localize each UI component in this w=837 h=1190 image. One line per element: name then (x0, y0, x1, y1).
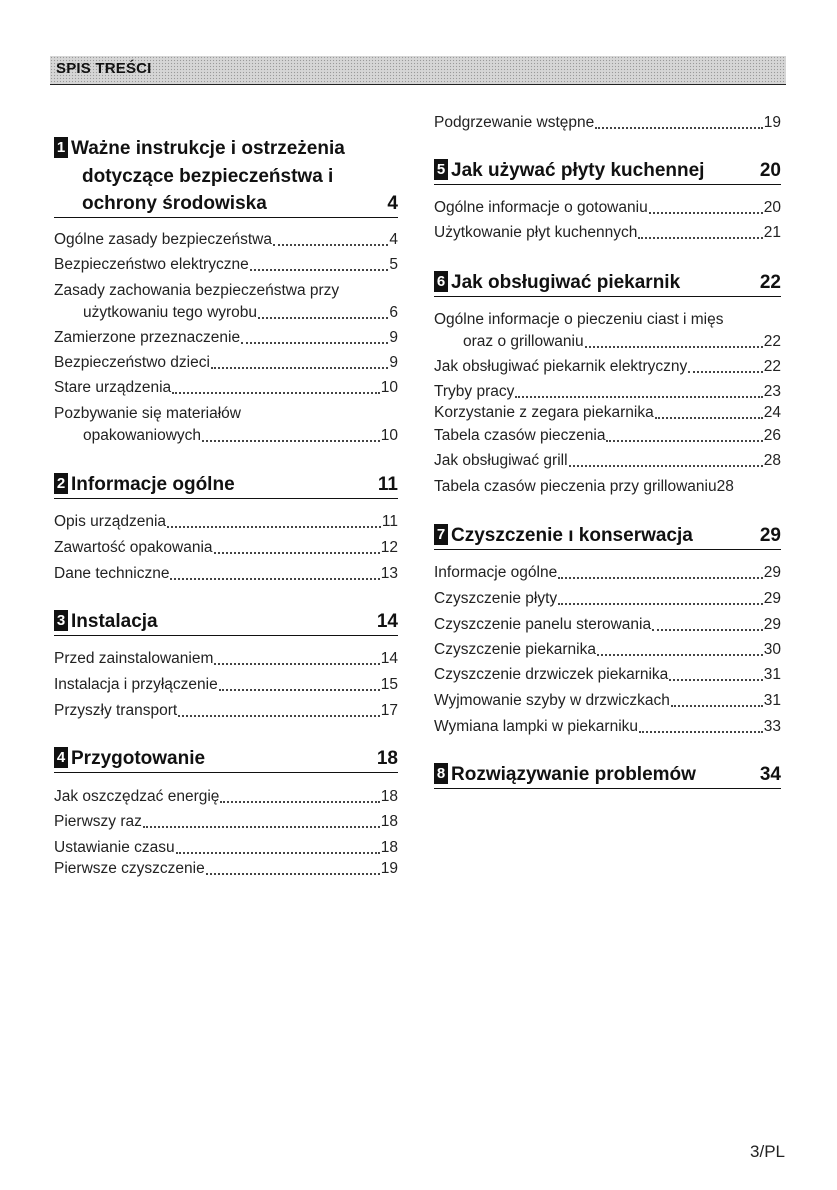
section-title-line: dotyczące bezpieczeństwa i (82, 166, 334, 187)
leader-dots (638, 237, 762, 239)
leader-dots (649, 212, 763, 214)
toc-entry[interactable] (54, 254, 398, 276)
section-number-badge: 5 (434, 159, 448, 180)
section-title: Jak obsługiwać piekarnik (451, 272, 681, 293)
toc-entry[interactable] (54, 563, 398, 585)
section-page-number: 14 (376, 611, 398, 632)
entry-page: 22 (763, 358, 781, 375)
section-page-number: 22 (759, 272, 781, 293)
toc-entry[interactable] (434, 716, 781, 738)
section-title: Jak używać płyty kuchennej (451, 160, 705, 181)
entry-page: 19 (763, 114, 781, 131)
section-6-heading[interactable] (434, 270, 781, 297)
toc-entry[interactable] (54, 858, 398, 880)
entry-page: 28 (716, 478, 734, 495)
section-page-number: 34 (759, 764, 781, 785)
entry-title: Pierwsze czyszczenie (54, 860, 205, 877)
section-number-badge: 3 (54, 610, 68, 631)
entry-page: 24 (763, 404, 781, 421)
entry-page: 11 (381, 513, 398, 530)
leader-dots (597, 654, 763, 656)
entry-page: 28 (763, 452, 781, 469)
toc-entry[interactable] (54, 837, 398, 859)
entry-title: Pierwszy raz (54, 813, 142, 830)
leader-dots (172, 392, 380, 394)
section-title: Przygotowanie (71, 748, 206, 769)
toc-entry[interactable] (54, 229, 398, 251)
toc-entry[interactable] (54, 280, 398, 324)
leader-dots (558, 603, 763, 605)
leader-dots (220, 801, 379, 803)
leader-dots (241, 342, 388, 344)
leader-dots (515, 396, 762, 398)
entry-title: Tabela czasów pieczenia przy grillowaniu (434, 478, 717, 495)
entry-page: 18 (380, 788, 398, 805)
leader-dots (639, 731, 763, 733)
entry-page: 18 (380, 813, 398, 830)
toc-entry[interactable] (54, 327, 398, 349)
section-title: Rozwiązywanie problemów (451, 764, 696, 785)
entry-page: 12 (380, 539, 398, 556)
entry-page: 5 (389, 256, 398, 273)
entry-page: 14 (380, 650, 398, 667)
leader-dots (669, 679, 762, 681)
leader-dots (595, 127, 762, 129)
leader-dots (606, 440, 762, 442)
entry-page: 4 (389, 231, 398, 248)
entry-title: Ogólne informacje o pieczeniu ciast i mięs (434, 311, 724, 328)
entry-title: Zawartość opakowania (54, 539, 213, 556)
toc-entry[interactable] (434, 222, 781, 244)
entry-title-cont: użytkowaniu tego wyrobu (83, 304, 258, 321)
toc-entry[interactable] (434, 588, 781, 610)
entry-page: 22 (763, 333, 781, 350)
page-number-footer: 3/PL (750, 1142, 785, 1161)
toc-entry[interactable] (434, 562, 781, 584)
entry-title: Tryby pracy (434, 383, 515, 400)
leader-dots (273, 244, 388, 246)
entry-page: 18 (380, 839, 398, 856)
toc-entry[interactable] (54, 811, 398, 833)
entry-title: Jak oszczędzać energię (54, 788, 220, 805)
leader-dots (258, 317, 388, 319)
section-title: Instalacja (71, 611, 158, 632)
entry-page: 17 (380, 702, 398, 719)
entry-title: Jak obsługiwać grill (434, 452, 568, 469)
toc-entry[interactable] (434, 309, 781, 353)
toc-title: SPIS TREŚCI (56, 60, 152, 77)
entry-page: 6 (389, 304, 398, 321)
entry-title: Czyszczenie piekarnika (434, 641, 596, 658)
entry-title: Czyszczenie drzwiczek piekarnika (434, 666, 669, 683)
section-page-number: 11 (377, 474, 398, 495)
section-page-number: 29 (759, 525, 781, 546)
entry-title: Użytkowanie płyt kuchennych (434, 224, 638, 241)
entry-title: Podgrzewanie wstępne (434, 114, 595, 131)
section-title: Informacje ogólne (71, 474, 235, 495)
toc-entry[interactable] (434, 381, 781, 403)
section-7-heading[interactable] (434, 523, 781, 550)
entry-title: Wymiana lampki w piekarniku (434, 718, 639, 735)
section-8-heading[interactable] (434, 762, 781, 789)
entry-page: 29 (763, 590, 781, 607)
leader-dots (167, 526, 381, 528)
entry-page: 9 (389, 329, 398, 346)
toc-entry[interactable] (54, 511, 398, 533)
entry-page: 30 (763, 641, 781, 658)
entry-title: Bezpieczeństwo elektryczne (54, 256, 249, 273)
section-page-number: 20 (759, 160, 781, 181)
section-title: Czyszczenie ı konserwacja (451, 525, 693, 546)
section-page-number: 4 (387, 193, 398, 214)
leader-dots (202, 440, 380, 442)
toc-entry[interactable] (434, 450, 781, 472)
toc-entry[interactable] (434, 402, 781, 424)
entry-page: 19 (380, 860, 398, 877)
toc-entry[interactable] (54, 674, 398, 696)
entry-page: 23 (763, 383, 781, 400)
entry-page: 9 (389, 354, 398, 371)
entry-title: Tabela czasów pieczenia (434, 427, 606, 444)
leader-dots (214, 663, 379, 665)
entry-title: Zamierzone przeznaczenie (54, 329, 241, 346)
toc-entry[interactable] (54, 786, 398, 808)
toc-entry[interactable] (54, 377, 398, 399)
toc-entry[interactable] (54, 648, 398, 670)
entry-page: 29 (763, 564, 781, 581)
entry-title: Ogólne zasady bezpieczeństwa (54, 231, 272, 248)
entry-page: 26 (763, 427, 781, 444)
toc-entry[interactable] (434, 639, 781, 661)
toc-entry[interactable] (434, 425, 781, 447)
section-1-heading-line3[interactable] (54, 191, 398, 218)
toc-entry[interactable] (54, 403, 398, 447)
entry-title: Jak obsługiwać piekarnik elektryczny (434, 358, 688, 375)
toc-entry[interactable] (434, 476, 781, 498)
entry-title-cont: opakowaniowych (83, 427, 202, 444)
entry-page: 33 (763, 718, 781, 735)
toc-header-bar (50, 56, 786, 85)
leader-dots (176, 852, 380, 854)
toc-entry[interactable] (434, 197, 781, 219)
entry-page: 15 (380, 676, 398, 693)
section-number-badge: 7 (434, 524, 448, 545)
section-page-number: 18 (376, 748, 398, 769)
section-number-badge: 8 (434, 763, 448, 784)
entry-title: Dane techniczne (54, 565, 170, 582)
section-4-heading[interactable] (54, 746, 398, 773)
toc-entry[interactable] (54, 700, 398, 722)
entry-page: 10 (380, 379, 398, 396)
leader-dots (688, 371, 762, 373)
entry-title: Korzystanie z zegara piekarnika (434, 404, 654, 421)
entry-title: Stare urządzenia (54, 379, 172, 396)
section-1-heading-line2[interactable] (54, 164, 398, 190)
toc-entry[interactable] (54, 352, 398, 374)
section-1-heading[interactable] (54, 136, 398, 162)
section-number-badge: 2 (54, 473, 68, 494)
entry-title: Instalacja i przyłączenie (54, 676, 218, 693)
toc-entry[interactable] (434, 690, 781, 712)
toc-entry[interactable] (434, 614, 781, 636)
leader-dots (569, 465, 763, 467)
leader-dots (655, 417, 763, 419)
section-2-heading[interactable] (54, 472, 398, 499)
leader-dots (178, 715, 380, 717)
entry-title: Pozbywanie się materiałów (54, 405, 241, 422)
entry-title-cont: oraz o grillowaniu (463, 333, 584, 350)
leader-dots (143, 826, 380, 828)
entry-title: Bezpieczeństwo dzieci (54, 354, 210, 371)
leader-dots (211, 367, 388, 369)
section-number-badge: 1 (54, 137, 68, 158)
entry-title: Przyszły transport (54, 702, 178, 719)
entry-title: Ogólne informacje o gotowaniu (434, 199, 648, 216)
toc-entry[interactable] (434, 664, 781, 686)
entry-page: 10 (380, 427, 398, 444)
entry-page: 13 (380, 565, 398, 582)
leader-dots (585, 346, 763, 348)
toc-entry[interactable] (54, 537, 398, 559)
section-number-badge: 6 (434, 271, 448, 292)
entry-page: 31 (763, 666, 781, 683)
toc-entry[interactable] (434, 112, 781, 134)
entry-title: Opis urządzenia (54, 513, 167, 530)
section-5-heading[interactable] (434, 158, 781, 185)
leader-dots (219, 689, 380, 691)
entry-title: Czyszczenie płyty (434, 590, 558, 607)
entry-page: 31 (763, 692, 781, 709)
section-3-heading[interactable] (54, 609, 398, 636)
leader-dots (206, 873, 380, 875)
entry-title: Ustawianie czasu (54, 839, 175, 856)
section-title-line: Ważne instrukcje i ostrzeżenia (71, 138, 345, 159)
entry-page: 20 (763, 199, 781, 216)
entry-page: 21 (763, 224, 781, 241)
entry-title: Informacje ogólne (434, 564, 558, 581)
entry-title: Wyjmowanie szyby w drzwiczkach (434, 692, 670, 709)
entry-page: 29 (763, 616, 781, 633)
entry-title: Czyszczenie panelu sterowania (434, 616, 652, 633)
leader-dots (558, 577, 763, 579)
leader-dots (250, 269, 389, 271)
leader-dots (671, 705, 763, 707)
section-title-line: ochrony środowiska (82, 193, 267, 214)
leader-dots (170, 578, 379, 580)
entry-title: Zasady zachowania bezpieczeństwa przy (54, 282, 340, 299)
section-number-badge: 4 (54, 747, 68, 768)
leader-dots (214, 552, 380, 554)
toc-entry[interactable] (434, 356, 781, 378)
entry-title: Przed zainstalowaniem (54, 650, 214, 667)
leader-dots (652, 629, 763, 631)
